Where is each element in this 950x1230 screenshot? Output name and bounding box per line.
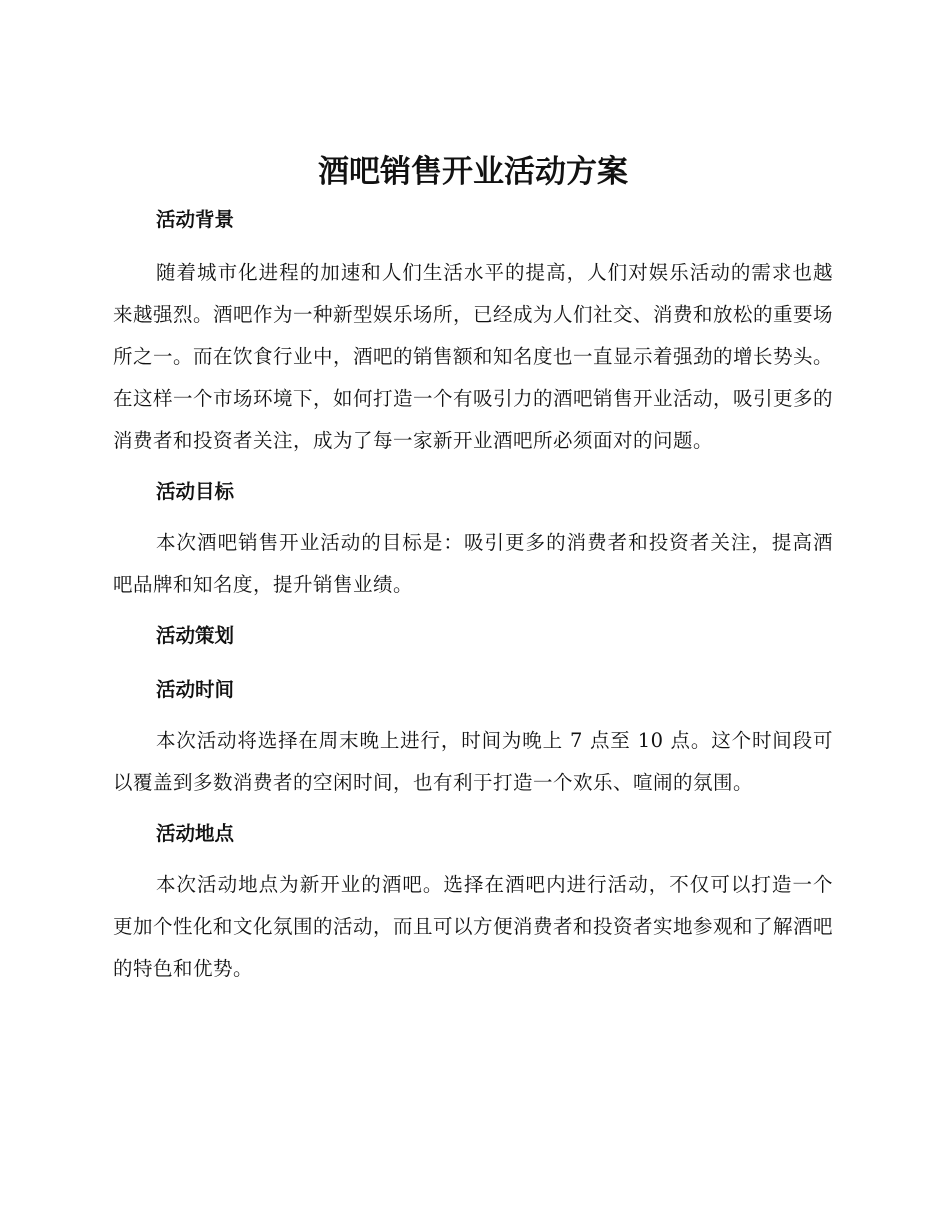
heading-time: 活动时间 <box>156 678 235 701</box>
document-title: 酒吧销售开业活动方案 <box>318 154 628 190</box>
heading-planning: 活动策划 <box>156 624 235 647</box>
paragraph-location: 本次活动地点为新开业的酒吧。选择在酒吧内进行活动，不仅可以打造一个更加个性化和文化氛围的活动，而且可以方便消费者和投资者实地参观和了解酒吧的特色和优势。 <box>113 873 834 980</box>
paragraph-background: 随着城市化进程的加速和人们生活水平的提高，人们对娱乐活动的需求也越来越强烈。酒吧作为一种新型娱乐场所，已经成为人们社交、消费和放松的重要场所之一。而在饮食行业中，酒吧的销售额和知名度也一直显示着强劲的增长势头。在这样一个市场环境下，如何打造一个有吸引力的酒吧销售开业活动，吸引更多的消费者和投资者关注，成为了每一家新开业酒吧所必须面对的问题。 <box>113 261 834 452</box>
heading-background: 活动背景 <box>156 208 235 231</box>
heading-location: 活动地点 <box>156 822 235 845</box>
paragraph-goal: 本次酒吧销售开业活动的目标是：吸引更多的消费者和投资者关注，提高酒吧品牌和知名度，提升销售业绩。 <box>113 531 833 596</box>
document-content <box>113 150 833 990</box>
paragraph-time: 本次活动将选择在周末晚上进行，时间为晚上 7 点至 10 点。这个时间段可以覆盖到多数消费者的空闲时间，也有利于打造一个欢乐、喧闹的氛围。 <box>113 729 833 794</box>
heading-goal: 活动目标 <box>156 480 235 503</box>
